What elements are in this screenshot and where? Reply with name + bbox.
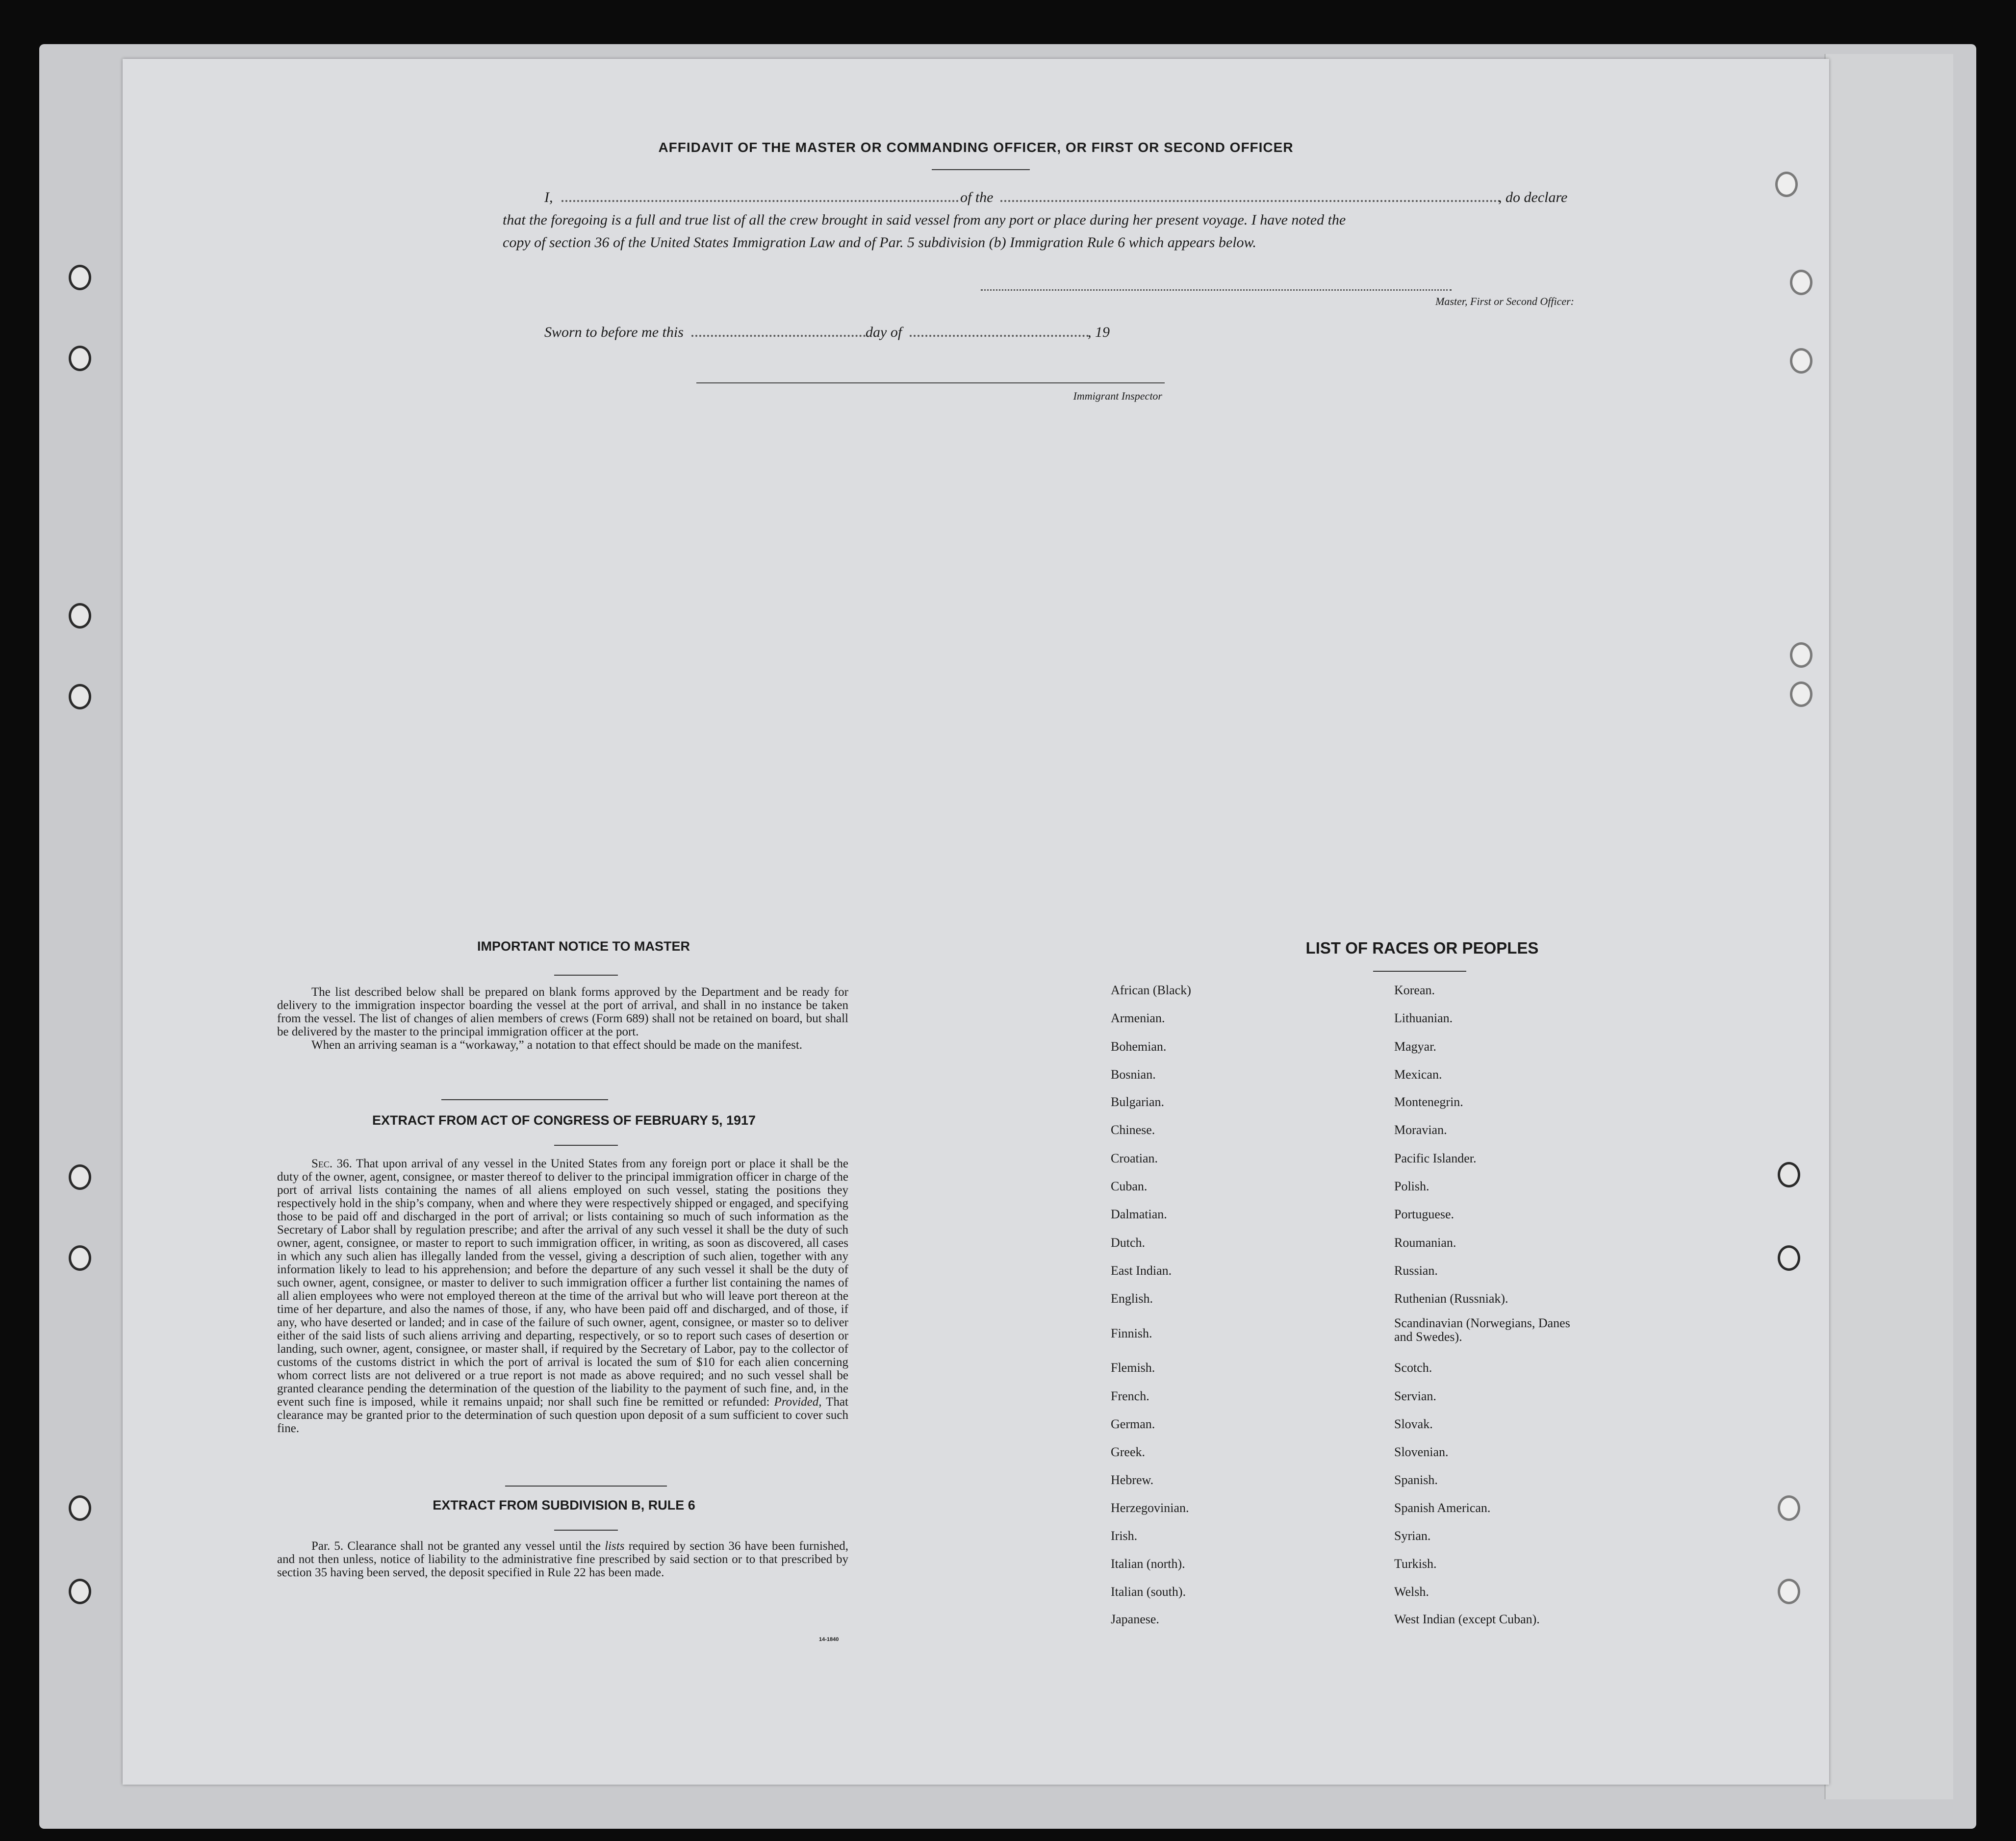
- race-left-5: Bulgarian.: [1111, 1095, 1165, 1109]
- race-left-10: Dutch.: [1111, 1236, 1146, 1250]
- race-right-10: Roumanian.: [1394, 1236, 1456, 1250]
- affidavit-line-3: copy of section 36 of the United States Immigration Law and of Par. 5 subdivision (b) Immigration Rule 6 which appears below.: [503, 234, 1256, 251]
- section-divider-2: [505, 1486, 667, 1487]
- manifest-page: [123, 59, 1829, 1785]
- binder-hole-right-1: [1775, 172, 1798, 197]
- section-36-text: That upon arrival of any vessel in the United States from any foreign port or place it shall be the duty of the owner, agent, consignee, or master thereof to deliver to the principal immigration officer in charge of the port of arrival lists containing the names of all aliens employed on such vessel, stating the positions they respectively hold in the ship’s company, when and where they were respectively shipped or engaged, and specifying those to be paid off and discharged in the port of arrival; or lists containing so much of such information as the Secretary of Labor shall by regulation prescribe; and after the arrival of any such vessel it shall be the duty of such owner, agent, consignee, or master to report to such immigration officer, in writing, as soon as discovered, all cases in which any such alien has illegally landed from the vessel, giving a description of such alien, together with any information likely to lead to his apprehension; and before the departure of any such vessel it shall be the duty of such owner, agent, consignee, or master to deliver to such immigration officer a further list containing the names of all alien employees who were not employed thereon at the time of the arrival but who will leave port thereon at the time of her departure, and also the names of those, if any, who have been paid off and discharged, and of those, if any, who have deserted or landed; and in case of the failure of such owner, agent, consignee, or master so to deliver either of the said lists of such aliens arriving and departing, respectively, or so to report such cases of desertion or landing, such owner, agent, consignee, or master shall, if required by the Secretary of Labor, pay to the collector of customs of the customs district in which the port of arrival is located the sum of $10 for each alien concerning whom correct lists are not delivered or a true report is not made as above required; and no such vessel shall be granted clearance pending the determination of the question of the liability to the payment of such fine, and, in the event such fine is imposed, while it remains unpaid; nor shall such fine be remitted or refunded:: [277, 1157, 849, 1409]
- master-signature-caption: Master, First or Second Officer:: [1435, 295, 1574, 307]
- name-blank[interactable]: [561, 200, 959, 202]
- binder-hole-left-5: [69, 1164, 91, 1190]
- race-left-6: Chinese.: [1111, 1123, 1155, 1137]
- day-of-label: day of: [866, 324, 902, 340]
- binder-hole-left-4: [69, 684, 91, 709]
- race-right-23: West Indian (except Cuban).: [1394, 1612, 1540, 1626]
- section-divider-1: [441, 1099, 608, 1100]
- lists-term: lists: [605, 1539, 625, 1553]
- binder-hole-left-3: [69, 603, 91, 629]
- race-left-22: Italian (south).: [1111, 1585, 1186, 1599]
- inspector-caption: Immigrant Inspector: [1073, 390, 1162, 402]
- race-right-7: Pacific Islander.: [1394, 1151, 1477, 1165]
- race-left-4: Bosnian.: [1111, 1067, 1156, 1082]
- race-right-2: Lithuanian.: [1394, 1011, 1453, 1025]
- inspector-signature-line[interactable]: [696, 382, 1165, 383]
- race-right-20: Syrian.: [1394, 1529, 1431, 1543]
- race-right-9: Portuguese.: [1394, 1207, 1455, 1221]
- race-left-11: East Indian.: [1111, 1263, 1172, 1278]
- race-right-18: Spanish.: [1394, 1473, 1438, 1487]
- binder-hole-right-3: [1790, 348, 1812, 374]
- binder-hole-right-7: [1778, 1245, 1800, 1271]
- race-left-14: Flemish.: [1111, 1361, 1155, 1375]
- binder-hole-left-1: [69, 265, 91, 290]
- race-left-18: Hebrew.: [1111, 1473, 1154, 1487]
- race-right-6: Moravian.: [1394, 1123, 1447, 1137]
- race-right-22: Welsh.: [1394, 1585, 1429, 1599]
- affidavit-title: AFFIDAVIT OF THE MASTER OR COMMANDING OFFICER, OR FIRST OR SECOND OFFICER: [658, 140, 1294, 155]
- affidavit-of-label: of the: [960, 189, 994, 205]
- race-right-13: Scandinavian (Norwegians, Danes and Swedes).: [1394, 1316, 1570, 1344]
- race-right-4: Mexican.: [1394, 1067, 1442, 1082]
- binder-hole-left-8: [69, 1579, 91, 1604]
- rule-extract-body: [277, 1539, 848, 1579]
- race-right-19: Spanish American.: [1394, 1501, 1491, 1515]
- year-label: , 19: [1088, 324, 1110, 340]
- race-left-19: Herzegovinian.: [1111, 1501, 1189, 1515]
- provided-term: Provided,: [774, 1395, 822, 1409]
- race-left-7: Croatian.: [1111, 1151, 1158, 1165]
- affidavit-title-rule: [932, 169, 1030, 170]
- binder-hole-right-4: [1790, 642, 1812, 668]
- binder-hole-right-6: [1778, 1162, 1800, 1187]
- affidavit-line-2: that the foregoing is a full and true list of all the crew brought in said vessel from any port or place during her present voyage. I have noted the: [503, 212, 1346, 228]
- races-title: LIST OF RACES OR PEOPLES: [1305, 939, 1539, 957]
- race-right-14: Scotch.: [1394, 1361, 1432, 1375]
- race-right-15: Servian.: [1394, 1389, 1436, 1403]
- binder-hole-left-2: [69, 346, 91, 371]
- race-left-16: German.: [1111, 1417, 1155, 1431]
- race-right-5: Montenegrin.: [1394, 1095, 1463, 1109]
- act-extract-title: EXTRACT FROM ACT OF CONGRESS OF FEBRUARY 5, 1917: [372, 1113, 756, 1128]
- race-right-21: Turkish.: [1394, 1557, 1437, 1571]
- race-left-17: Greek.: [1111, 1445, 1146, 1459]
- race-left-21: Italian (north).: [1111, 1557, 1185, 1571]
- binder-hole-right-9: [1778, 1579, 1800, 1604]
- vessel-name-blank[interactable]: [1000, 200, 1501, 202]
- binder-hole-right-2: [1790, 270, 1812, 295]
- signature-line-master[interactable]: [981, 289, 1452, 291]
- race-right-17: Slovenian.: [1394, 1445, 1449, 1459]
- binder-hole-right-8: [1778, 1495, 1800, 1521]
- race-left-15: French.: [1111, 1389, 1149, 1403]
- act-extract-body: [277, 1157, 848, 1435]
- affidavit-i-label: I,: [544, 189, 553, 205]
- race-left-2: Armenian.: [1111, 1011, 1165, 1025]
- notice-body: [277, 985, 848, 1052]
- section-36-proviso: That clearance may be granted prior to the determination of such question upon deposit of a sum sufficient to cover such fine.: [277, 1395, 848, 1435]
- race-left-23: Japanese.: [1111, 1612, 1159, 1626]
- rule-extract-title: EXTRACT FROM SUBDIVISION B, RULE 6: [433, 1498, 695, 1513]
- race-left-3: Bohemian.: [1111, 1039, 1167, 1054]
- notice-paragraph-1: The list described below shall be prepared on blank forms approved by the Department and be ready for delivery to the immigration inspector boarding the vessel at the port of arrival, and shall in no instance be taken from the vessel. The list of changes of alien members of crews (Form 689) shall not be retained on board, but shall be delivered by the master to the principal immigration officer at the port.: [277, 985, 848, 1038]
- races-title-rule: [1373, 971, 1466, 972]
- binder-hole-right-5: [1790, 681, 1812, 707]
- sworn-label: Sworn to before me this: [544, 324, 684, 340]
- rule-extract-rule: [554, 1530, 618, 1531]
- sworn-day-blank[interactable]: [691, 335, 866, 337]
- race-right-3: Magyar.: [1394, 1039, 1436, 1054]
- notice-title-rule: [554, 975, 618, 976]
- race-right-16: Slovak.: [1394, 1417, 1433, 1431]
- act-extract-rule: [554, 1145, 618, 1146]
- race-left-12: English.: [1111, 1291, 1153, 1306]
- race-right-8: Polish.: [1394, 1179, 1429, 1193]
- race-right-11: Russian.: [1394, 1263, 1438, 1278]
- section-36-label: Sec. 36.: [311, 1157, 352, 1170]
- race-left-8: Cuban.: [1111, 1179, 1148, 1193]
- underlying-page-edge: [1824, 54, 1953, 1799]
- rule-text-a: Par. 5. Clearance shall not be granted any vessel until the: [311, 1539, 601, 1553]
- race-right-1: Korean.: [1394, 983, 1435, 997]
- binder-hole-left-7: [69, 1495, 91, 1521]
- race-left-13: Finnish.: [1111, 1326, 1152, 1340]
- race-left-9: Dalmatian.: [1111, 1207, 1167, 1221]
- race-left-20: Irish.: [1111, 1529, 1138, 1543]
- affidavit-declare-label: , do declare: [1498, 189, 1568, 205]
- form-number: 14-1840: [819, 1637, 839, 1642]
- race-left-1: African (Black): [1111, 983, 1191, 997]
- notice-paragraph-2: When an arriving seaman is a “workaway,” a notation to that effect should be made on the manifest.: [311, 1038, 803, 1052]
- race-right-12: Ruthenian (Russniak).: [1394, 1291, 1508, 1306]
- notice-title: IMPORTANT NOTICE TO MASTER: [477, 939, 690, 954]
- sworn-month-blank[interactable]: [910, 335, 1089, 337]
- rule-text-b: required by section 36 have been furnished, and not then unless, notice of liability to the administrative fine prescribed by said section or to that prescribed by section 35 having been served, the deposit specified in Rule 22 has been made.: [277, 1539, 848, 1579]
- binder-hole-left-6: [69, 1245, 91, 1271]
